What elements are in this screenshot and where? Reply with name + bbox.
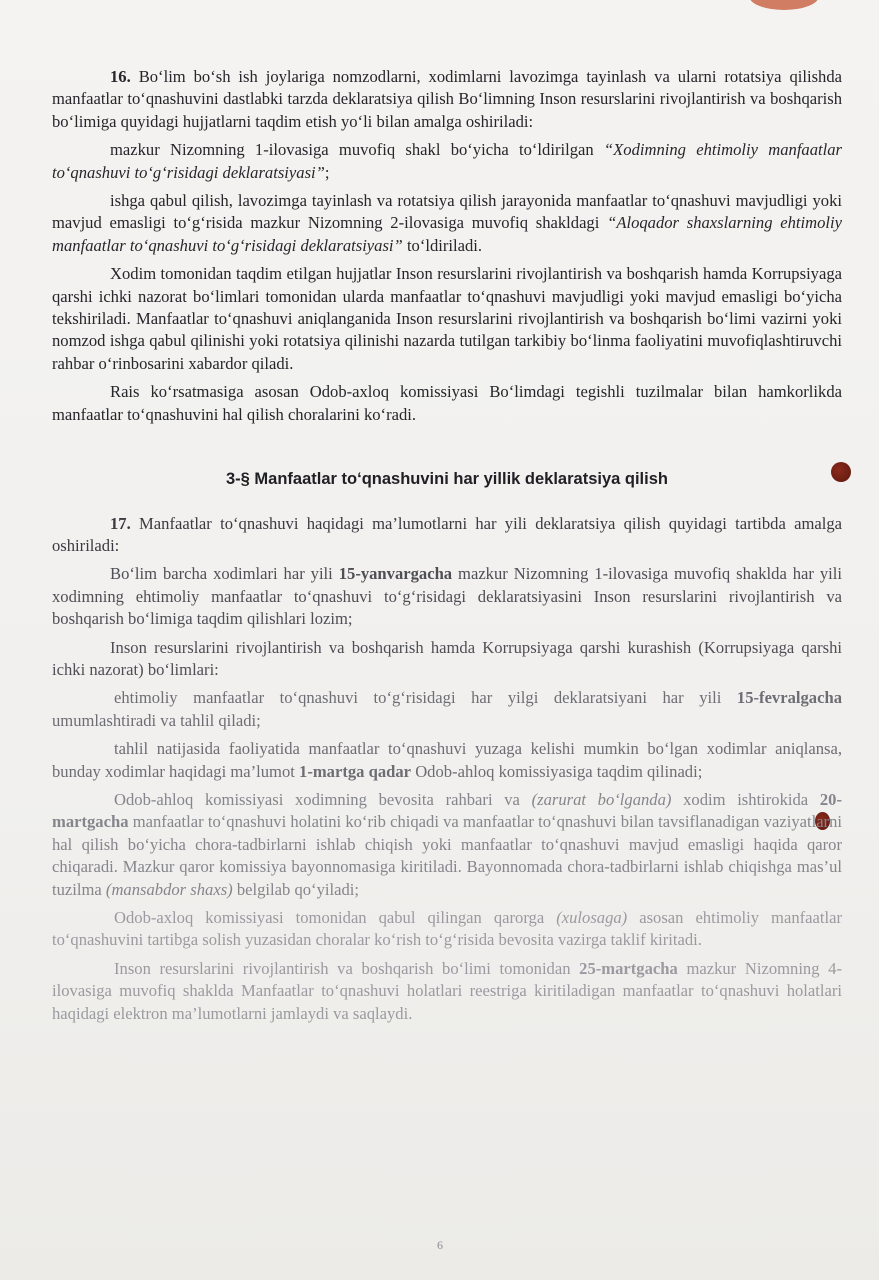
ethics-commission-paragraph: Rais ko‘rsatmasiga asosan Odob-axloq komissiyasi Bo‘limdagi tegishli tuzilmalar bilan hamkorlikda manfaatlar to‘qnashuvini hal qilish choralarini ko‘radi. bbox=[52, 382, 842, 424]
text: tahlil natijasida faoliyatida manfaatlar to‘qnashuvi yuzaga kelishi mumkin bo‘lgan xodimlar aniqlansa, bunday xodimlar haqidagi ma’lumot bbox=[52, 739, 842, 781]
corner-stain bbox=[749, 0, 819, 10]
item-16-bullet-2 bbox=[52, 190, 842, 257]
bullet-end: to‘ldiriladi. bbox=[406, 235, 483, 255]
text: Odob-axloq komissiyasi tomonidan qabul qilingan qarorga bbox=[114, 908, 545, 927]
analysis-paragraph bbox=[52, 738, 842, 783]
departments-paragraph: Inson resurslarini rivojlantirish va boshqarish hamda Korrupsiyaga qarshi kurashish (Korrupsiyaga qarshi ichki nazorat) bo‘limlari: bbox=[52, 637, 842, 679]
bullet-end: ; bbox=[324, 162, 330, 182]
text: umumlashtiradi va tahlil qiladi; bbox=[52, 710, 261, 730]
deadline: 25-martgacha bbox=[579, 958, 678, 978]
deadline: 20-martgacha bbox=[52, 789, 842, 832]
bullet-text: mazkur Nizomning 1-ilovasiga muvofiq shakl bo‘yicha to‘ldirilgan bbox=[110, 140, 594, 160]
text: manfaatlar to‘qnashuvi holatini ko‘rib chiqadi va manfaatlar to‘qnashuvi bilan tavsiflanadigan vaziyatlarni hal qilish bo‘yicha chora-tadbirlarni ishlab chiqish yoki manfaatlar to‘qnashuvi mavjud emasligi haqida qaror chiqaradi. Mazkur qaror komissiya bayonnomasiga kiritiladi. Bayonnomada chora-tadbirlarni ishlab chiqishga mas’ul tuzilma bbox=[52, 812, 842, 899]
text: mazkur Nizomning 4-ilovasiga muvofiq shaklda Manfaatlar to‘qnashuvi holatlari reestriga kiritiladigan manfaatlar to‘qnashuvi holatlari haqidagi elektron ma’lumotlarni jamlaydi va saqlaydi. bbox=[52, 958, 842, 1023]
deadline: 15-fevralgacha bbox=[736, 688, 842, 708]
deadline: 1-martga qadar bbox=[299, 761, 412, 781]
text: Bo‘lim barcha xodimlari har yili bbox=[110, 564, 333, 584]
item-17-text: Manfaatlar to‘qnashuvi haqidagi ma’lumotlarni har yili deklaratsiya qilish quyidagi tartibda amalga oshiriladi: bbox=[52, 513, 842, 555]
deadline: 15-yanvargacha bbox=[338, 564, 453, 584]
annual-declaration-paragraph bbox=[52, 563, 842, 630]
commission-review-paragraph bbox=[52, 789, 842, 901]
italic-text: (xulosaga) bbox=[556, 908, 628, 927]
page-number: 6 bbox=[437, 1238, 443, 1252]
form-title: “Aloqador shaxslarning ehtimoliy manfaatlar to‘qnashuvi to‘g‘risidagi deklaratsiyasi” bbox=[52, 213, 842, 255]
italic-text: (zarurat bo‘lganda) bbox=[531, 789, 672, 809]
summarize-paragraph bbox=[52, 687, 842, 732]
text: belgilab qo‘yiladi; bbox=[236, 879, 359, 899]
item-16-paragraph bbox=[52, 66, 842, 133]
section-heading: 3-§ Manfaatlar to‘qnashuvini har yillik deklaratsiya qilish bbox=[226, 470, 668, 489]
text: Odob-ahloq komissiyasi xodimning bevosita rahbari va bbox=[114, 789, 520, 809]
text: Odob-ahloq komissiyasiga taqdim qilinadi; bbox=[415, 761, 703, 781]
text: asosan ehtimoliy manfaatlar to‘qnashuvini tartibga solish yuzasidan choralar ko‘rish to‘g‘risida bevosita vazirga taklif kiritadi. bbox=[52, 908, 842, 950]
item-17-paragraph bbox=[52, 513, 842, 558]
registry-paragraph bbox=[52, 958, 842, 1025]
text: mazkur Nizomning 1-ilovasiga muvofiq shaklda har yili xodimning ehtimoliy manfaatlar to‘qnashuvi to‘g‘risidagi deklaratsiyasini Inson resurslarini rivojlantirish va boshqarish bo‘limiga taqdim qilishlari lozim; bbox=[52, 564, 842, 629]
text: Inson resurslarini rivojlantirish va boshqarish bo‘limi tomonidan bbox=[114, 958, 571, 978]
verification-paragraph: Xodim tomonidan taqdim etilgan hujjatlar Inson resurslarini rivojlantirish va boshqarish hamda Korrupsiyaga qarshi ichki nazorat bo‘limlari tomonidan ularda manfaatlar to‘qnashuvi mavjudligi yoki mavjud emasligi bo‘yicha tekshiriladi. Manfaatlar to‘qnashuvi aniqlanganida Inson resurslarini rivojlantirish va boshqarish bo‘limi vazirni yoki nomzod ishga qabul qilinishi yoki rotatsiya qilinishi nazarda tutilgan tarkibiy bo‘linma faoliyatini muvofiqlashtiruvchi rahbar o‘rinbosarini xabardor qiladi. bbox=[52, 264, 842, 373]
italic-text: (mansabdor shaxs) bbox=[105, 879, 233, 899]
item-number: 17. bbox=[110, 513, 131, 533]
proposal-paragraph bbox=[52, 907, 842, 952]
item-16-text: Bo‘lim bo‘sh ish joylariga nomzodlarni, xodimlarni lavozimga tayinlash va ularni rotatsiya qilishda manfaatlar to‘qnashuvini dastlabki tarzda deklaratsiya qilish Bo‘limning Inson resurslarini rivojlantirish va boshqarish bo‘limiga quyidagi hujjatlarni taqdim etish yo‘li bilan amalga oshiriladi: bbox=[52, 67, 842, 131]
item-number: 16. bbox=[110, 67, 131, 86]
text: ehtimoliy manfaatlar to‘qnashuvi to‘g‘risidagi har yilgi deklaratsiyani har yili bbox=[114, 688, 722, 708]
document-body bbox=[52, 66, 842, 1025]
bullet-text: ishga qabul qilish, lavozimga tayinlash va rotatsiya qilish jarayonida manfaatlar to‘qnashuvi mavjudligi yoki mavjud emasligi to‘g‘risida mazkur Nizomning 2-ilovasiga muvofiq shakldagi bbox=[52, 191, 842, 233]
form-title: “Xodimning ehtimoliy manfaatlar to‘qnashuvi to‘g‘risidagi deklaratsiyasi” bbox=[52, 140, 842, 182]
item-16-bullet-1 bbox=[52, 139, 842, 184]
text: xodim ishtirokida bbox=[683, 789, 809, 809]
